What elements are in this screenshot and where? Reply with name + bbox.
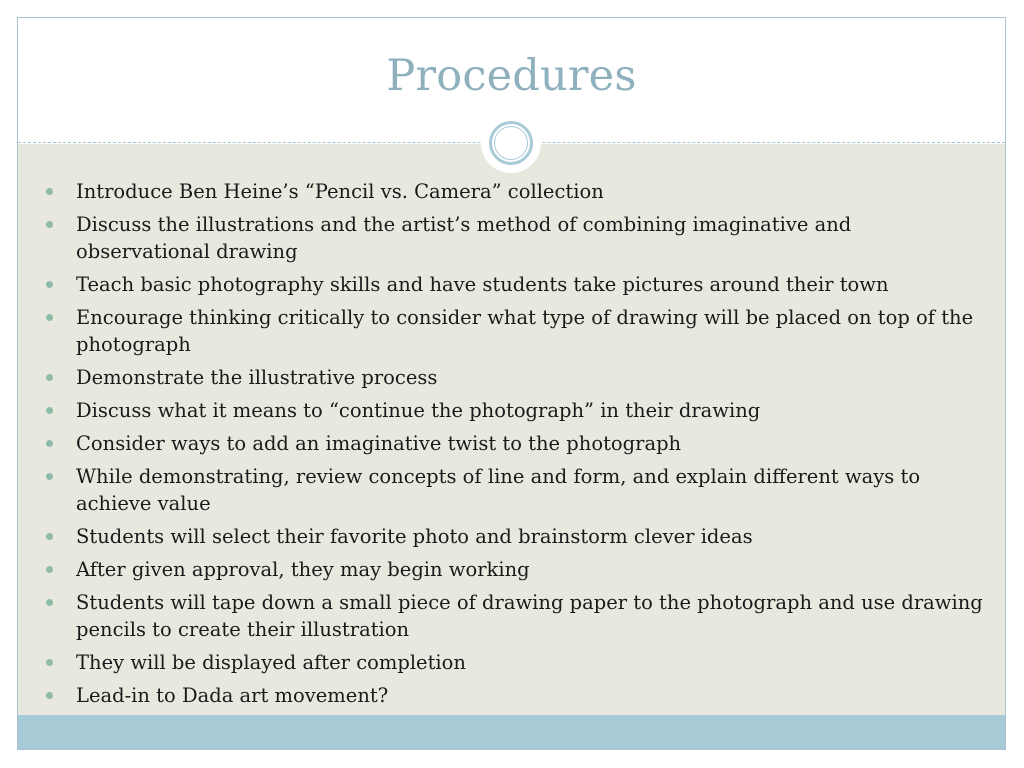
bullet-text: After given approval, they may begin working (76, 558, 530, 581)
bullet-text: Consider ways to add an imaginative twist to the photograph (76, 432, 682, 455)
bullet-text: Discuss what it means to “continue the photograph” in their drawing (76, 399, 761, 422)
bullet-dot-icon (46, 281, 53, 288)
bullet-dot-icon (46, 221, 53, 228)
bullet-item (18, 178, 1005, 205)
bullet-text: Encourage thinking critically to consider what type of drawing will be placed on top of the photograph (76, 306, 974, 356)
bullet-text: Teach basic photography skills and have students take pictures around their town (76, 273, 889, 296)
bullet-item (18, 397, 1005, 424)
slide-title: Procedures (386, 51, 637, 101)
bullet-text: Lead-in to Dada art movement? (76, 684, 389, 707)
footer-band (18, 715, 1005, 749)
bullet-dot-icon (46, 566, 53, 573)
bullet-item (18, 304, 1005, 358)
bullet-dot-icon (46, 533, 53, 540)
bullet-item (18, 556, 1005, 583)
bullet-text: They will be displayed after completion (76, 651, 466, 674)
circle-ornament-icon (481, 113, 541, 173)
bullet-item (18, 271, 1005, 298)
bullet-dot-icon (46, 188, 53, 195)
bullet-dot-icon (46, 374, 53, 381)
bullet-item (18, 364, 1005, 391)
bullet-text: Discuss the illustrations and the artist’s method of combining imaginative and observational drawing (76, 213, 852, 263)
bullet-dot-icon (46, 440, 53, 447)
bullet-text: While demonstrating, review concepts of line and form, and explain different ways to achieve value (76, 465, 921, 515)
inner-ring (494, 126, 528, 160)
bullet-item (18, 589, 1005, 643)
slide (17, 17, 1006, 750)
bullet-list (18, 178, 1005, 715)
bullet-dot-icon (46, 659, 53, 666)
bullet-text: Students will tape down a small piece of drawing paper to the photograph and use drawing pencils to create their illustration (76, 591, 983, 641)
bullet-dot-icon (46, 314, 53, 321)
bullet-item (18, 463, 1005, 517)
bullet-dot-icon (46, 692, 53, 699)
bullet-dot-icon (46, 407, 53, 414)
bullet-item (18, 523, 1005, 550)
bullet-item (18, 211, 1005, 265)
bullet-dot-icon (46, 599, 53, 606)
bullet-text: Introduce Ben Heine’s “Pencil vs. Camera” collection (76, 180, 604, 203)
bullet-text: Demonstrate the illustrative process (76, 366, 438, 389)
bullet-text: Students will select their favorite photo and brainstorm clever ideas (76, 525, 753, 548)
bullet-dot-icon (46, 473, 53, 480)
bullet-item (18, 430, 1005, 457)
bullet-item (18, 649, 1005, 676)
bullet-item (18, 682, 1005, 709)
